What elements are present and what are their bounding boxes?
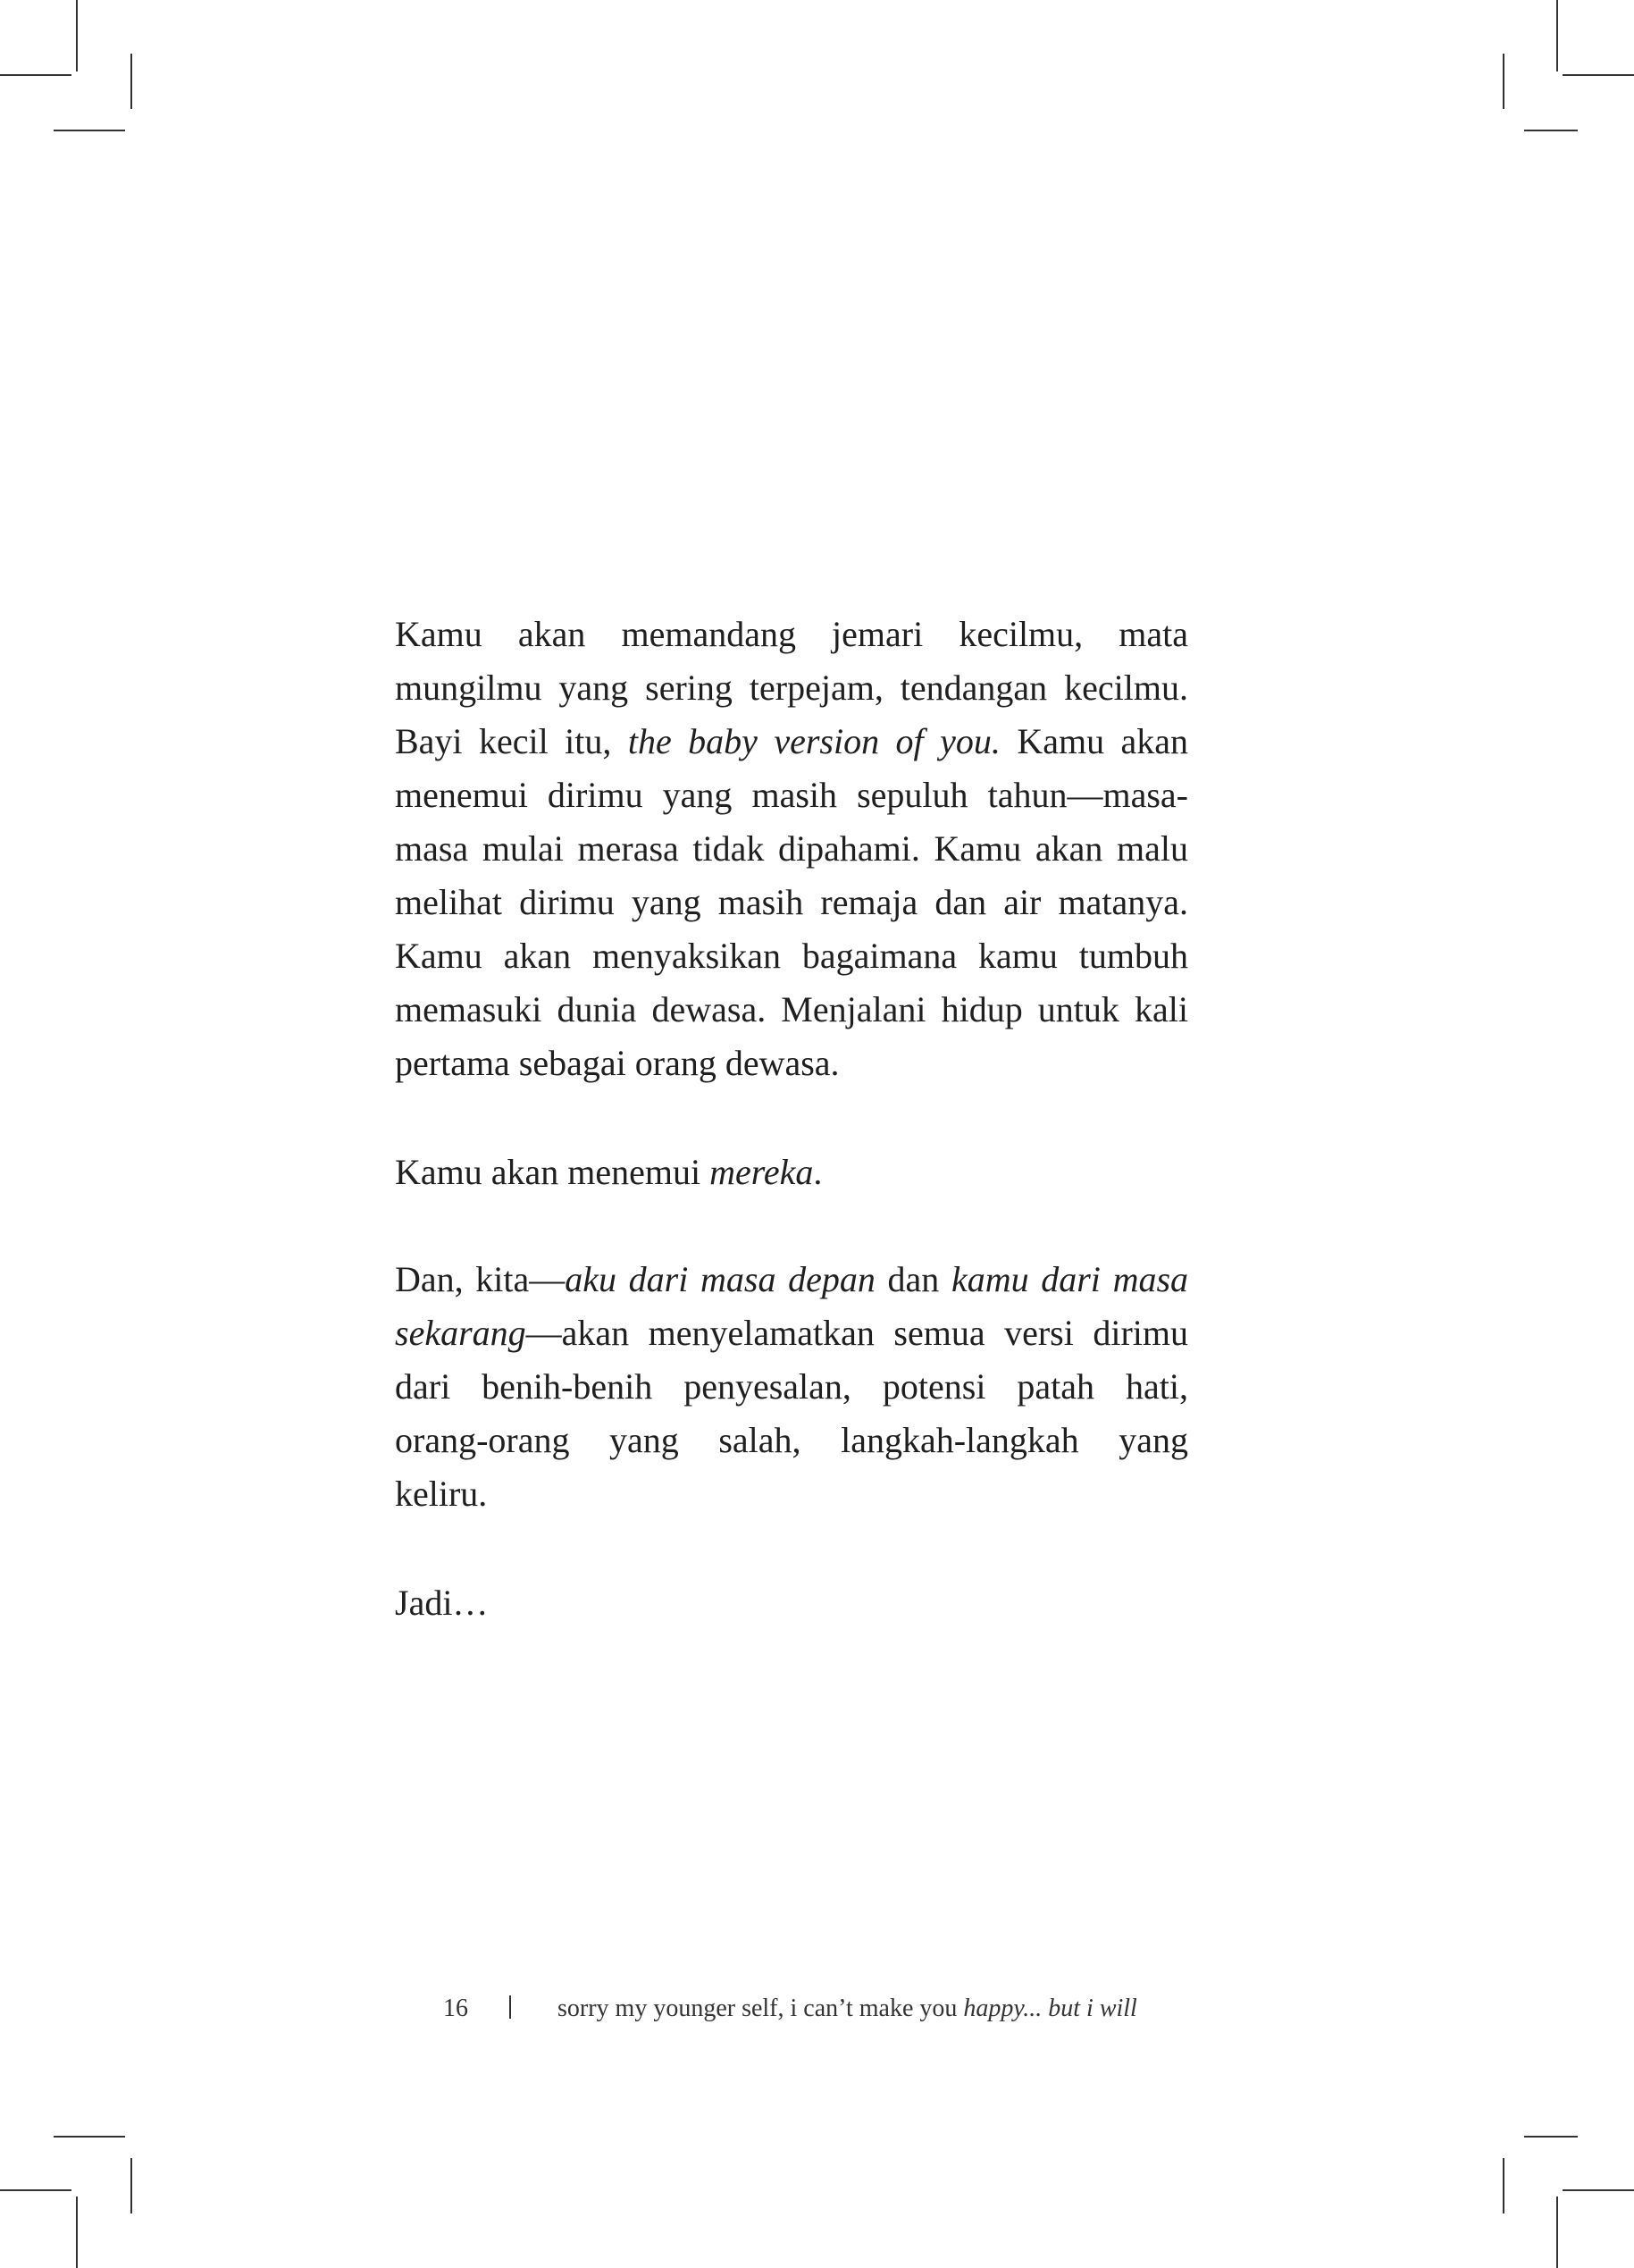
text-line: orang-orang yang salah, langkah-langkah yang — [395, 1420, 1188, 1460]
text-line: mungilmu yang sering terpejam, tendangan kecilmu. — [395, 668, 1188, 708]
body-paragraph — [395, 608, 1188, 1090]
crop-mark — [1563, 2189, 1634, 2191]
crop-mark — [76, 2197, 78, 2268]
text-run: Kamu akan menemui — [395, 1152, 701, 1192]
running-title-italic: happy... but i will — [963, 1995, 1137, 2022]
text-line — [395, 1253, 1188, 1306]
text-line: menemui dirimu yang masih sepuluh tahun—masa- — [395, 775, 1188, 815]
page-number: 16 — [443, 1995, 468, 2022]
crop-mark — [1524, 130, 1578, 131]
text-run: —akan menyelamatkan semua versi dirimu — [525, 1313, 1188, 1353]
crop-mark — [1503, 54, 1504, 109]
italic-phrase: mereka — [709, 1152, 814, 1192]
text-line: pertama sebagai orang dewasa. — [395, 1043, 840, 1083]
crop-mark — [0, 74, 71, 76]
running-title: sorry my younger self, i can’t make you — [557, 1995, 958, 2022]
italic-phrase: aku dari masa depan — [565, 1259, 876, 1299]
text-line — [395, 715, 1188, 769]
crop-mark — [1524, 2136, 1578, 2138]
italic-phrase: the baby version of you. — [627, 721, 1001, 761]
text-run: Dan, kita— — [395, 1259, 566, 1299]
text-line — [395, 1306, 1188, 1360]
crop-mark — [130, 54, 132, 109]
crop-mark — [1503, 2158, 1504, 2213]
text-run: Bayi kecil itu, — [395, 721, 612, 761]
footer-separator — [509, 1995, 511, 2019]
body-paragraph — [395, 1146, 1188, 1199]
crop-mark — [1563, 74, 1634, 76]
text-line — [395, 1146, 1188, 1199]
text-run: dan — [887, 1259, 940, 1299]
page-footer — [443, 1991, 1211, 2027]
text-run: Kamu akan — [1017, 721, 1189, 761]
crop-mark — [1556, 2197, 1558, 2268]
crop-mark — [54, 130, 125, 131]
text-run: . — [813, 1152, 823, 1192]
body-paragraph — [395, 1576, 1188, 1630]
crop-mark — [54, 2136, 125, 2138]
italic-phrase: sekarang — [395, 1313, 526, 1353]
text-line: masa mulai merasa tidak dipahami. Kamu akan malu — [395, 828, 1188, 869]
text-line: Kamu akan menyaksikan bagaimana kamu tumbuh — [395, 936, 1188, 976]
text-line: Kamu akan memandang jemari kecilmu, mata — [395, 614, 1188, 654]
text-line: Jadi… — [395, 1583, 489, 1623]
text-line: memasuki dunia dewasa. Menjalani hidup untuk kali — [395, 989, 1188, 1029]
crop-mark — [130, 2158, 132, 2213]
crop-mark — [0, 2189, 71, 2191]
text-line: keliru. — [395, 1474, 488, 1514]
italic-phrase: kamu dari masa — [951, 1259, 1189, 1299]
crop-mark — [76, 0, 78, 71]
text-line: melihat dirimu yang masih remaja dan air matanya. — [395, 882, 1188, 922]
crop-mark — [1556, 0, 1558, 71]
body-paragraph — [395, 1253, 1188, 1521]
text-line: dari benih-benih penyesalan, potensi patah hati, — [395, 1366, 1188, 1407]
